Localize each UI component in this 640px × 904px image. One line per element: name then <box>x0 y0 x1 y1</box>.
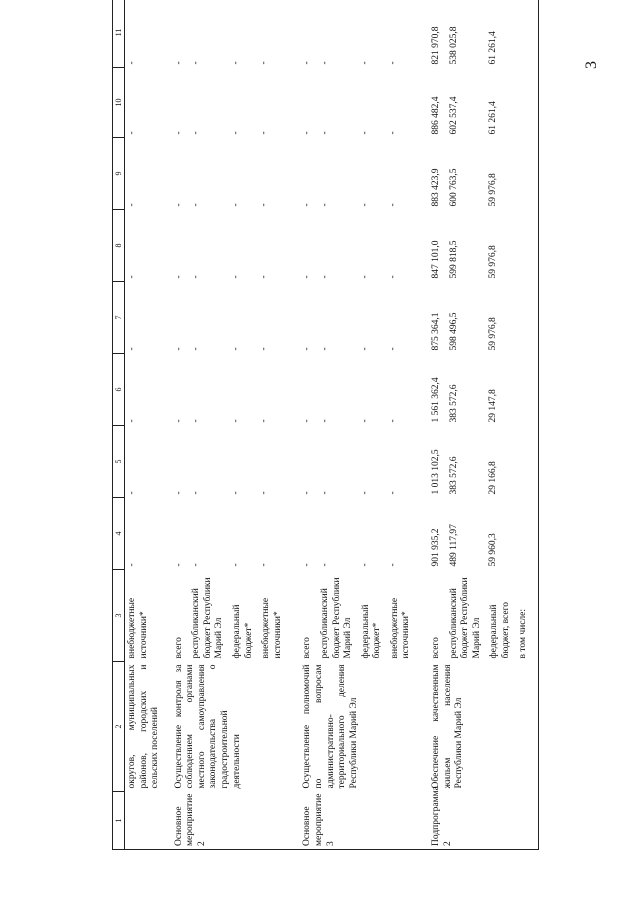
financing-value: - <box>191 419 202 423</box>
funding-source: федеральный бюджет* <box>360 604 383 659</box>
financing-value: - <box>359 61 370 65</box>
column-number: 10 <box>113 68 125 138</box>
financing-value: - <box>302 61 313 65</box>
year-value-cell <box>421 68 539 138</box>
financing-value: - <box>230 61 241 65</box>
financing-value: - <box>230 131 241 135</box>
year-value-cell <box>125 498 164 570</box>
year-value-cell <box>164 282 293 354</box>
financing-value: - <box>359 419 370 423</box>
financing-value: - <box>302 203 313 207</box>
financing-value: - <box>259 275 270 279</box>
element-name-cell: Обеспечение качественным жильем населения Республики Марий Эл <box>421 662 539 792</box>
financing-value: - <box>319 61 330 65</box>
financing-value: - <box>127 563 137 567</box>
financing-value: - <box>259 131 270 135</box>
financing-value: - <box>259 203 270 207</box>
financing-value: - <box>191 61 202 65</box>
financing-value: - <box>388 491 399 495</box>
funding-source: в том числе: <box>518 608 529 659</box>
document-page <box>112 0 592 850</box>
financing-value: - <box>359 563 370 567</box>
year-value-cell <box>125 68 164 138</box>
funding-source: внебюджетные источники* <box>261 597 283 659</box>
element-name-cell: Осуществление полномочий по вопросам административно-территориального деления Республики Марий Эл <box>302 664 359 789</box>
financing-value: 602 537,4 <box>448 96 459 135</box>
year-value-cell <box>292 282 421 354</box>
year-value-cell <box>292 498 421 570</box>
element-name-cell: Осуществление контроля за соблюдением органами местного самоуправления законодательства о градостроительной деятельности <box>173 664 242 789</box>
financing-value: 847 101,0 <box>430 240 441 279</box>
financing-value: - <box>230 491 241 495</box>
financing-value: 61 261,4 <box>488 101 499 135</box>
column-number: 8 <box>113 210 125 282</box>
year-value-cell <box>421 138 539 210</box>
financing-value: 1 013 102,5 <box>430 449 441 495</box>
year-value-cell <box>292 354 421 426</box>
financing-value: - <box>173 563 184 567</box>
year-value-cell <box>292 68 421 138</box>
financing-value: - <box>191 347 202 351</box>
program-financing-table <box>112 0 539 850</box>
financing-value: - <box>319 275 330 279</box>
financing-value: - <box>230 419 241 423</box>
financing-value: - <box>173 61 184 65</box>
column-number: 9 <box>113 138 125 210</box>
financing-value: - <box>230 275 241 279</box>
funding-source: всего <box>430 637 441 659</box>
year-value-cell <box>164 498 293 570</box>
table-row <box>125 0 164 850</box>
financing-value: - <box>388 347 399 351</box>
financing-value: - <box>127 61 137 65</box>
financing-value: - <box>259 491 270 495</box>
year-value-cell <box>125 354 164 426</box>
year-value-cell <box>164 68 293 138</box>
year-value-cell <box>164 0 293 68</box>
table-row <box>292 0 421 850</box>
year-value-cell <box>292 0 421 68</box>
year-value-cell <box>421 210 539 282</box>
column-number: 3 <box>113 570 125 662</box>
funding-source: республиканский бюджет Республики Марий Эл <box>191 577 225 659</box>
financing-value: 59 960,3 <box>488 533 499 567</box>
financing-value: - <box>259 419 270 423</box>
financing-value: - <box>191 131 202 135</box>
financing-value: 875 364,1 <box>430 312 441 351</box>
funding-source: внебюджетные источники* <box>389 597 412 659</box>
financing-value: - <box>319 491 330 495</box>
financing-value: - <box>302 419 313 423</box>
program-element-cell: Основное мероприятие 3 <box>292 792 421 850</box>
year-value-cell <box>125 0 164 68</box>
financing-value: 383 572,6 <box>448 384 459 423</box>
element-name-cell: округов, муниципальных районов, городских и сельских поселений <box>127 664 161 789</box>
financing-value: - <box>127 347 137 351</box>
financing-value: - <box>359 275 370 279</box>
year-value-cell <box>125 210 164 282</box>
column-number-row <box>113 0 125 850</box>
financing-value: - <box>127 275 137 279</box>
year-value-cell <box>421 426 539 498</box>
funding-source: федеральный бюджет* <box>232 604 254 659</box>
year-value-cell <box>125 138 164 210</box>
year-value-cell <box>125 282 164 354</box>
program-element-cell <box>125 792 164 850</box>
financing-value: - <box>230 347 241 351</box>
table-row <box>421 0 539 850</box>
column-number: 2 <box>113 662 125 792</box>
year-value-cell <box>292 138 421 210</box>
funding-source: республиканский бюджет Республики Марий Эл <box>448 577 482 659</box>
financing-value: - <box>302 563 313 567</box>
funding-source: всего <box>302 637 313 659</box>
financing-value: 59 976,8 <box>488 245 499 279</box>
financing-value: 901 935,2 <box>430 528 441 567</box>
program-element-cell: Основное мероприятие 2 <box>164 792 293 850</box>
year-value-cell <box>125 426 164 498</box>
financing-value: - <box>191 491 202 495</box>
year-value-cell <box>292 426 421 498</box>
financing-value: 886 482,4 <box>430 96 441 135</box>
column-number: 11 <box>113 0 125 68</box>
financing-value: - <box>230 203 241 207</box>
year-value-cell <box>421 354 539 426</box>
financing-value: - <box>319 419 330 423</box>
financing-value: - <box>173 347 184 351</box>
financing-value: - <box>127 491 137 495</box>
financing-value: - <box>302 275 313 279</box>
funding-source: всего <box>173 637 184 659</box>
financing-value: - <box>388 131 399 135</box>
funding-source: внебюджетные источники* <box>127 597 149 659</box>
financing-value: - <box>259 61 270 65</box>
column-number: 5 <box>113 426 125 498</box>
financing-value: 821 970,8 <box>430 26 441 65</box>
column-number: 4 <box>113 498 125 570</box>
financing-value: - <box>319 347 330 351</box>
financing-value: - <box>388 275 399 279</box>
financing-value: - <box>388 61 399 65</box>
funding-source-cell <box>164 570 293 662</box>
financing-value: - <box>191 203 202 207</box>
financing-value: - <box>302 131 313 135</box>
financing-value: 59 976,8 <box>488 317 499 351</box>
financing-value: - <box>127 131 137 135</box>
column-number: 6 <box>113 354 125 426</box>
funding-source: республиканский бюджет Республики Марий Эл <box>319 577 354 659</box>
financing-value: - <box>302 347 313 351</box>
funding-source-cell <box>125 570 164 662</box>
financing-value: 598 496,5 <box>448 312 459 351</box>
financing-value: - <box>359 131 370 135</box>
financing-value: - <box>191 563 202 567</box>
financing-value: - <box>191 275 202 279</box>
financing-value: 1 561 362,4 <box>430 377 441 423</box>
financing-value: 383 572,6 <box>448 456 459 495</box>
financing-value: 59 976,8 <box>488 173 499 207</box>
financing-value: 29 147,8 <box>488 389 499 423</box>
financing-value: - <box>302 491 313 495</box>
financing-value: - <box>359 347 370 351</box>
financing-value: - <box>319 203 330 207</box>
year-value-cell <box>421 498 539 570</box>
financing-value: 883 423,9 <box>430 168 441 207</box>
financing-value: - <box>388 203 399 207</box>
financing-value: - <box>259 347 270 351</box>
funding-source-cell <box>292 570 421 662</box>
financing-value: - <box>319 563 330 567</box>
year-value-cell <box>164 210 293 282</box>
year-value-cell <box>164 138 293 210</box>
financing-value: 489 117,97 <box>448 524 459 567</box>
funding-source-cell <box>421 570 539 662</box>
financing-value: - <box>388 419 399 423</box>
year-value-cell <box>164 354 293 426</box>
funding-source: федеральный бюджет, всего <box>489 601 511 659</box>
financing-value: - <box>173 419 184 423</box>
program-element-cell: Подпрограмма 2 <box>421 792 539 850</box>
financing-value: - <box>127 419 137 423</box>
table-row <box>164 0 293 850</box>
year-value-cell <box>421 0 539 68</box>
column-number: 7 <box>113 282 125 354</box>
financing-value: - <box>359 491 370 495</box>
financing-value: 29 166,8 <box>488 461 499 495</box>
financing-value: 599 818,5 <box>448 240 459 279</box>
financing-value: - <box>173 203 184 207</box>
financing-value: 538 025,8 <box>448 26 459 65</box>
financing-value: - <box>259 563 270 567</box>
year-value-cell <box>421 282 539 354</box>
financing-value: - <box>173 131 184 135</box>
year-value-cell <box>164 426 293 498</box>
financing-value: - <box>388 563 399 567</box>
financing-value: - <box>173 275 184 279</box>
financing-value: - <box>173 491 184 495</box>
financing-value: 61 261,4 <box>488 31 499 65</box>
financing-value: - <box>127 203 137 207</box>
column-number: 1 <box>113 792 125 850</box>
year-value-cell <box>292 210 421 282</box>
page-number: 3 <box>583 61 600 69</box>
financing-value: - <box>230 563 241 567</box>
financing-value: 600 763,5 <box>448 168 459 207</box>
financing-value: - <box>359 203 370 207</box>
financing-value: - <box>319 131 330 135</box>
